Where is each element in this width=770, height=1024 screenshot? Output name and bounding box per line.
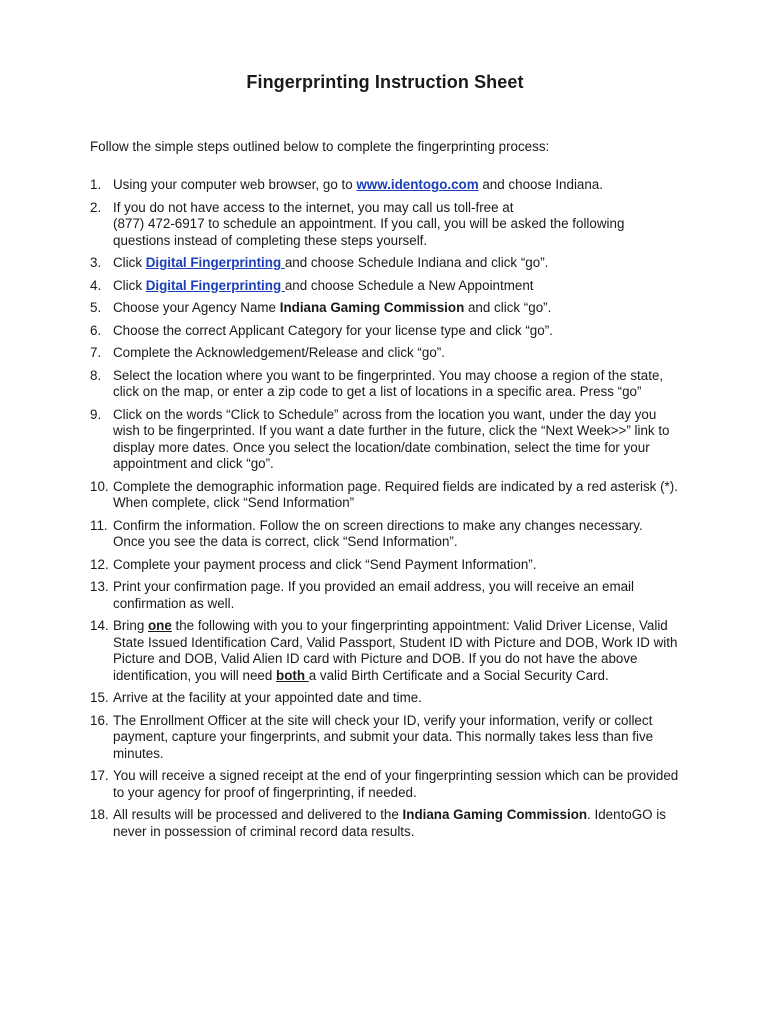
step-text: a valid Birth Certificate and a Social Security Card. bbox=[308, 667, 609, 683]
step-text: and choose Schedule a New Appointment bbox=[284, 277, 534, 293]
step-text: The Enrollment Officer at the site will check your ID, verify your information, verify or collect bbox=[113, 712, 653, 728]
step-text: Choose the correct Applicant Category for your license type and click “go”. bbox=[113, 322, 553, 338]
step-number: 13. bbox=[90, 579, 109, 594]
step-text: Click bbox=[113, 277, 146, 293]
step-text: Picture and DOB, Valid Alien ID card with Picture and DOB. If you do not have the above bbox=[113, 651, 638, 666]
list-item bbox=[90, 368, 710, 401]
steps-list bbox=[90, 177, 710, 846]
step-number: 6. bbox=[90, 322, 102, 338]
list-item bbox=[90, 579, 710, 612]
list-item bbox=[90, 768, 710, 801]
step-text: identification, you will need bbox=[113, 667, 277, 683]
step-text: minutes. bbox=[113, 745, 164, 761]
list-item bbox=[90, 690, 710, 707]
step-number: 11. bbox=[90, 517, 108, 533]
step-text: State Issued Identification Card, Valid Passport, Student ID with Picture and DOB, Work ID with bbox=[113, 634, 678, 650]
step-text: Arrive at the facility at your appointed date and time. bbox=[113, 690, 422, 705]
list-item bbox=[90, 807, 710, 840]
step-text: and choose Schedule Indiana and click “go”. bbox=[284, 255, 549, 270]
intro-text: Follow the simple steps outlined below to complete the fingerprinting process: bbox=[90, 139, 550, 154]
step-number: 14. bbox=[90, 618, 109, 633]
step-text: Confirm the information. Follow the on screen directions to make any changes necessary. bbox=[113, 517, 643, 533]
list-item bbox=[90, 713, 710, 763]
list-item bbox=[90, 200, 710, 250]
step-number: 2. bbox=[90, 199, 102, 215]
list-item bbox=[90, 345, 710, 362]
step-text: confirmation as well. bbox=[113, 595, 235, 611]
step-number: 7. bbox=[90, 345, 102, 360]
list-item bbox=[90, 618, 710, 684]
step-number: 9. bbox=[90, 406, 102, 422]
step-number: 18. bbox=[90, 807, 109, 822]
emphasis-both: both bbox=[276, 667, 309, 683]
step-number: 10. bbox=[90, 478, 109, 494]
step-text: . IdentoGO is bbox=[587, 807, 666, 822]
emphasis-one: one bbox=[147, 618, 172, 633]
step-text: Select the location where you want to be fingerprinted. You may choose a region of the state, bbox=[113, 367, 664, 383]
step-text: Click bbox=[113, 255, 146, 270]
step-number: 15. bbox=[90, 690, 109, 705]
page-title: Fingerprinting Instruction Sheet bbox=[246, 72, 524, 92]
digital-fingerprinting-link[interactable]: Digital Fingerprinting bbox=[145, 277, 285, 293]
step-text: click on the map, or enter a zip code to get a list of locations in a specific area. Press “go” bbox=[113, 384, 642, 399]
step-text: payment, capture your fingerprints, and submit your data. This normally takes less than five bbox=[113, 729, 654, 744]
step-text: If you do not have access to the internet, you may call us toll-free at bbox=[113, 199, 514, 215]
step-number: 17. bbox=[90, 768, 109, 783]
step-text: You will receive a signed receipt at the end of your fingerprinting session which can be provided bbox=[113, 768, 679, 783]
step-text: Using your computer web browser, go to bbox=[113, 177, 357, 192]
agency-name: Indiana Gaming Commission bbox=[279, 300, 465, 315]
list-item bbox=[90, 479, 710, 512]
step-text: Complete your payment process and click “Send Payment Information”. bbox=[113, 556, 537, 572]
step-text: never in possession of criminal record data results. bbox=[113, 823, 415, 839]
step-text: Choose your Agency Name bbox=[113, 300, 280, 315]
list-item bbox=[90, 407, 710, 473]
list-item bbox=[90, 300, 710, 317]
step-number: 12. bbox=[90, 556, 109, 572]
step-number: 8. bbox=[90, 367, 102, 383]
step-text: Click on the words “Click to Schedule” across from the location you want, under the day you bbox=[113, 406, 657, 422]
step-text: the following with you to your fingerprinting appointment: Valid Driver License, Valid bbox=[171, 618, 668, 633]
step-text: (877) 472-6917 to schedule an appointment. If you call, you will be asked the following bbox=[113, 216, 625, 231]
identogo-link[interactable]: www.identogo.com bbox=[356, 177, 479, 192]
step-text: Print your confirmation page. If you provided an email address, you will receive an email bbox=[113, 579, 635, 594]
list-item bbox=[90, 518, 710, 551]
step-number: 5. bbox=[90, 300, 102, 315]
step-text: questions instead of completing these steps yourself. bbox=[113, 232, 428, 248]
step-text: Complete the demographic information page. Required fields are indicated by a red asterisk (*). bbox=[113, 478, 678, 494]
step-text: display more dates. Once you select the location/date combination, select the time for your bbox=[113, 439, 650, 455]
list-item bbox=[90, 255, 710, 272]
agency-name: Indiana Gaming Commission bbox=[402, 807, 588, 822]
digital-fingerprinting-link[interactable]: Digital Fingerprinting bbox=[145, 255, 285, 270]
step-text: Bring bbox=[113, 618, 148, 633]
step-number: 4. bbox=[90, 277, 102, 293]
list-item bbox=[90, 323, 710, 340]
step-text: wish to be fingerprinted. If you want a date further in the future, click the “Next Week>>” link to bbox=[113, 423, 670, 438]
step-number: 16. bbox=[90, 712, 109, 728]
step-number: 3. bbox=[90, 255, 102, 270]
step-number: 1. bbox=[90, 177, 102, 192]
step-text: Complete the Acknowledgement/Release and click “go”. bbox=[113, 345, 445, 360]
step-text: Once you see the data is correct, click “Send Information”. bbox=[113, 534, 458, 549]
step-text: to your agency for proof of fingerprinting, if needed. bbox=[113, 784, 417, 800]
step-text: and click “go”. bbox=[464, 300, 552, 315]
list-item bbox=[90, 278, 710, 295]
step-text: appointment and click “go”. bbox=[113, 456, 274, 471]
list-item bbox=[90, 557, 710, 574]
step-text: When complete, click “Send Information” bbox=[113, 495, 355, 510]
list-item bbox=[90, 177, 710, 194]
step-text: and choose Indiana. bbox=[478, 177, 603, 192]
step-text: All results will be processed and delivered to the bbox=[113, 807, 403, 822]
